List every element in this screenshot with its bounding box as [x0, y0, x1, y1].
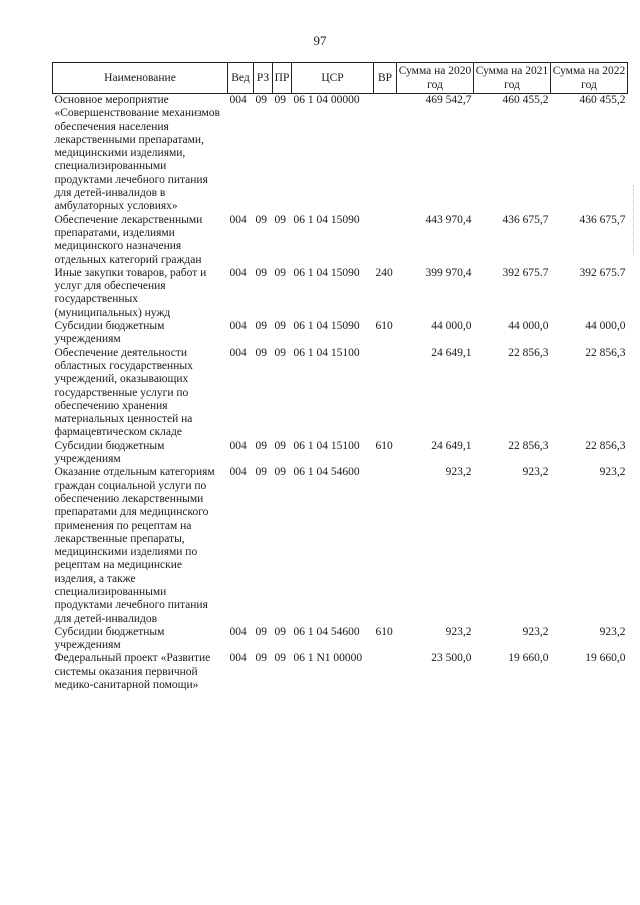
row-vr: 610: [375, 439, 393, 452]
row-rz: 09: [255, 439, 267, 452]
row-name: Иные закупки товаров, работ и услуг для обеспечения государственных (муниципальных) нужд: [54, 266, 207, 319]
row-sum-2020: 44 000,0: [431, 320, 472, 333]
row-pr: 09: [274, 266, 286, 279]
row-rz: 09: [255, 652, 267, 665]
row-sum-2022: 460 455,2: [579, 94, 626, 106]
row-vr: 240: [375, 266, 393, 279]
row-sum-2020: 399 970,4: [425, 266, 472, 279]
row-sum-2020: 469 542,7: [425, 94, 472, 106]
table-row: [53, 652, 628, 692]
row-sum-2021: 44 000,0: [508, 320, 549, 333]
row-vr: [374, 214, 397, 267]
row-vr: [374, 466, 397, 626]
row-sum-2022: 22 856,3: [585, 439, 626, 452]
row-csr: 06 1 04 15090: [293, 266, 360, 279]
row-sum-2021: 923,2: [522, 466, 549, 479]
row-sum-2021: 22 856,3: [508, 346, 549, 359]
row-sum-2021: 436 675,7: [502, 213, 549, 226]
row-ved: 004: [229, 466, 247, 479]
row-sum-2021: 460 455,2: [502, 94, 549, 106]
row-vr: [374, 94, 397, 214]
row-pr: 09: [274, 320, 286, 333]
row-sum-2021: 392 675.7: [502, 266, 549, 279]
row-sum-2022: 392 675.7: [579, 266, 626, 279]
row-sum-2020: 923,2: [445, 625, 472, 638]
header-name: Наименование: [53, 63, 228, 94]
table-row: [53, 267, 628, 320]
page-number: 97: [313, 33, 327, 48]
row-vr: 610: [375, 625, 393, 638]
header-ved: Вед: [228, 63, 254, 94]
row-ved: 004: [229, 652, 247, 665]
row-sum-2022: 923,2: [599, 466, 626, 479]
row-vr: [374, 347, 397, 440]
header-csr: ЦСР: [292, 63, 374, 94]
row-pr: 09: [274, 213, 286, 226]
row-vr: [374, 652, 397, 692]
row-name: Субсидии бюджетным учреждениям: [54, 625, 165, 652]
row-sum-2021: 923,2: [522, 625, 549, 638]
table-row: [53, 320, 628, 347]
row-rz: 09: [255, 266, 267, 279]
row-name: Федеральный проект «Развитие системы оказания первичной медико-санитарной помощи»: [54, 652, 211, 692]
header-rz: РЗ: [254, 63, 273, 94]
row-pr: 09: [274, 439, 286, 452]
row-sum-2022: 44 000,0: [585, 320, 626, 333]
row-sum-2021: 22 856,3: [508, 439, 549, 452]
row-sum-2020: 24 649,1: [431, 346, 472, 359]
row-sum-2020: 24 649,1: [431, 439, 472, 452]
row-name: Основное мероприятие «Совершенствование механизмов обеспечения населения лекарственными препаратами, медицинскими изделиями, специализированными продуктами лечебного питания для детей-инвалидов в амбулаторных условиях»: [54, 94, 220, 213]
row-sum-2022: 436 675,7: [579, 213, 626, 226]
row-rz: 09: [255, 346, 267, 359]
row-csr: 06 1 04 15090: [293, 213, 360, 226]
row-pr: 09: [274, 94, 286, 106]
table-row: [53, 466, 628, 626]
header-sum-2020: Сумма на 2020 год: [397, 63, 474, 94]
row-csr: 06 1 04 54600: [293, 625, 360, 638]
row-sum-2020: 443 970,4: [425, 213, 472, 226]
row-pr: 09: [274, 625, 286, 638]
header-pr: ПР: [273, 63, 292, 94]
row-csr: 06 1 04 15100: [293, 346, 360, 359]
row-sum-2022: 22 856,3: [585, 346, 626, 359]
row-sum-2022: 923,2: [599, 625, 626, 638]
row-csr: 06 1 04 15090: [293, 320, 360, 333]
row-sum-2021: 19 660,0: [508, 652, 549, 665]
header-sum-2022: Сумма на 2022 год: [551, 63, 628, 94]
row-csr: 06 1 04 00000: [293, 94, 360, 106]
table-row: [53, 214, 628, 267]
row-name: Обеспечение деятельности областных государственных учреждений, оказывающих государственные услуги по обеспечению хранения материальных ценностей на фармацевтическом складе: [54, 346, 193, 439]
row-ved: 004: [229, 320, 247, 333]
row-rz: 09: [255, 320, 267, 333]
row-name: Оказание отдельным категориям граждан социальной услуги по обеспечению лекарственными препаратами для медицинского применения по рецептам на лекарственные препараты, медицинскими изделиями по рецептам на медицинские изделия, а также специализированными продуктами лечебного питания для детей-инвалидов: [54, 466, 215, 625]
row-pr: 09: [274, 466, 286, 479]
budget-table: [52, 62, 628, 692]
row-name: Субсидии бюджетным учреждениям: [54, 320, 165, 346]
table-row: [53, 94, 628, 214]
row-sum-2022: 19 660,0: [585, 652, 626, 665]
row-rz: 09: [255, 94, 267, 106]
row-ved: 004: [229, 94, 247, 106]
row-csr: 06 1 N1 00000: [293, 652, 363, 665]
row-csr: 06 1 04 54600: [293, 466, 360, 479]
row-ved: 004: [229, 213, 247, 226]
table-row: [53, 626, 628, 653]
row-rz: 09: [255, 625, 267, 638]
row-ved: 004: [229, 266, 247, 279]
row-rz: 09: [255, 213, 267, 226]
row-name: Субсидии бюджетным учреждениям: [54, 439, 165, 466]
header-vr: ВР: [374, 63, 397, 94]
row-pr: 09: [274, 346, 286, 359]
row-name: Обеспечение лекарственными препаратами, изделиями медицинского назначения отдельных категорий граждан: [54, 213, 203, 266]
row-sum-2020: 923,2: [445, 466, 472, 479]
row-sum-2020: 23 500,0: [431, 652, 472, 665]
margin-scan-mark: [633, 185, 636, 255]
header-sum-2021: Сумма на 2021 год: [474, 63, 551, 94]
row-ved: 004: [229, 346, 247, 359]
row-ved: 004: [229, 625, 247, 638]
row-vr: 610: [375, 320, 393, 333]
table-row: [53, 347, 628, 440]
row-csr: 06 1 04 15100: [293, 439, 360, 452]
table-header-row: [53, 63, 628, 94]
row-ved: 004: [229, 439, 247, 452]
row-rz: 09: [255, 466, 267, 479]
table-row: [53, 440, 628, 467]
row-pr: 09: [274, 652, 286, 665]
